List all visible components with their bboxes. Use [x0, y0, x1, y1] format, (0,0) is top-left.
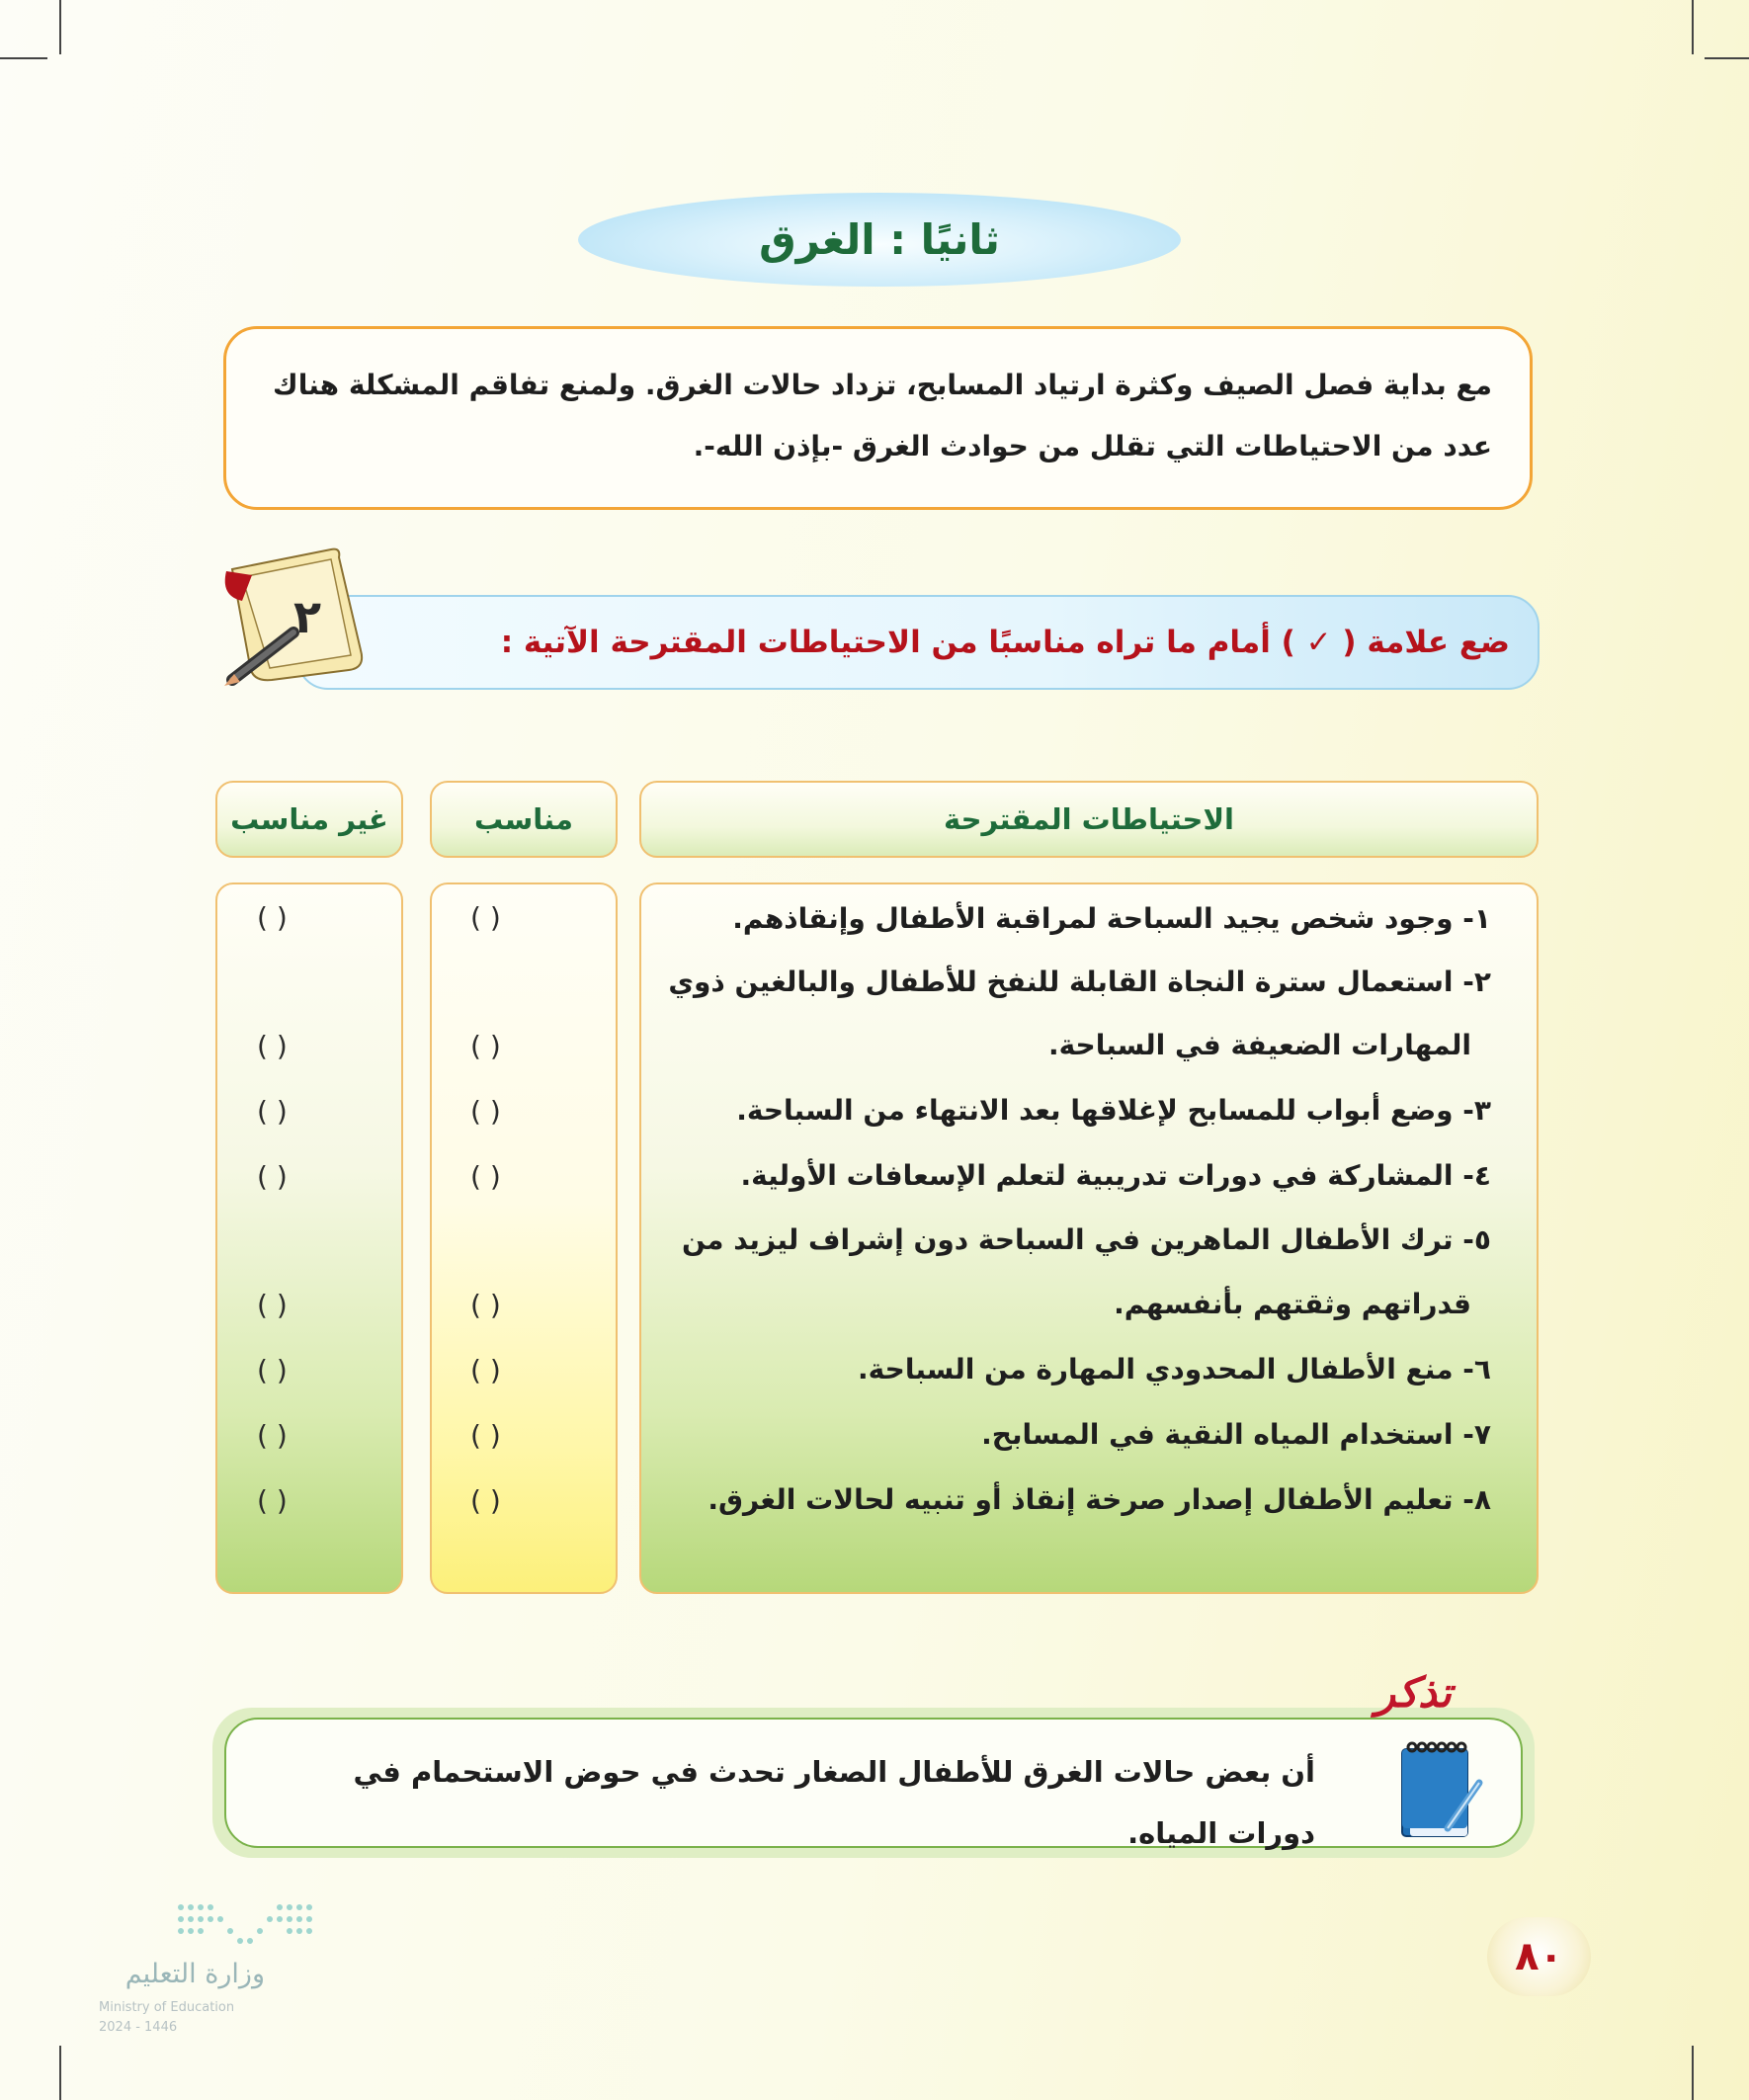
crop-mark: [1692, 0, 1694, 54]
measures-list: [639, 882, 1539, 1594]
activity-number: ٢: [293, 590, 322, 643]
reminder-line-2: دورات المياه.: [1127, 1816, 1315, 1850]
section-title-banner: [578, 193, 1181, 287]
row-3-suitable-slot[interactable]: ( ): [470, 1095, 501, 1128]
reminder-line-1: أن بعض حالات الغرق للأطفال الصغار تحدث في حوض الاستحمام في: [353, 1755, 1315, 1789]
instruction-text: ضع علامة ( ✓ ) أمام ما تراه مناسبًا من الاحتياطات المقترحة الآتية :: [500, 625, 1510, 660]
row-7-unsuitable-slot[interactable]: ( ): [257, 1419, 288, 1452]
edition-year: 2024 - 1446: [99, 2020, 178, 2035]
ministry-name-en: Ministry of Education: [99, 2000, 235, 2015]
crop-mark: [1705, 57, 1749, 59]
notebook-icon: [1388, 1735, 1487, 1844]
row-7-text: ٧- استخدام المياه النقية في المسابح.: [981, 1418, 1491, 1451]
ministry-dots-logo-icon: [171, 1897, 329, 1957]
header-measures: الاحتياطات المقترحة: [639, 781, 1539, 858]
reminder-box: [212, 1708, 1535, 1858]
row-1-text: ١- وجود شخص يجيد السباحة لمراقبة الأطفال وإنقاذهم.: [732, 902, 1491, 935]
suitable-column: [430, 882, 618, 1594]
row-6-unsuitable-slot[interactable]: ( ): [257, 1354, 288, 1386]
crop-mark: [0, 57, 47, 59]
row-3-unsuitable-slot[interactable]: ( ): [257, 1095, 288, 1128]
row-1-unsuitable-slot[interactable]: ( ): [257, 901, 288, 934]
row-8-unsuitable-slot[interactable]: ( ): [257, 1484, 288, 1517]
row-4-text: ٤- المشاركة في دورات تدريبية لتعلم الإسعافات الأولية.: [740, 1159, 1491, 1192]
section-title: ثانيًا : الغرق: [759, 215, 1000, 264]
row-8-suitable-slot[interactable]: ( ): [470, 1484, 501, 1517]
notepad-pencil-icon: [212, 542, 390, 690]
row-5-text-line1: ٥- ترك الأطفال الماهرين في السباحة دون إشراف ليزيد من: [681, 1223, 1491, 1256]
intro-line-2: عدد من الاحتياطات التي تقلل من حوادث الغرق -بإذن الله-.: [693, 430, 1492, 462]
row-1-suitable-slot[interactable]: ( ): [470, 901, 501, 934]
reminder-inner: [224, 1718, 1523, 1848]
instruction-bar: [296, 595, 1540, 690]
intro-line-1: مع بداية فصل الصيف وكثرة ارتياد المسابح، تزداد حالات الغرق. ولمنع تفاقم المشكلة هناك: [273, 369, 1492, 401]
header-suitable: مناسب: [430, 781, 618, 858]
crop-mark: [59, 0, 61, 54]
intro-box: [223, 326, 1533, 510]
row-2-suitable-slot[interactable]: ( ): [470, 1030, 501, 1062]
reminder-label: تذكر: [1375, 1668, 1452, 1717]
ministry-name-ar: وزارة التعليم: [125, 1959, 265, 1989]
row-8-text: ٨- تعليم الأطفال إصدار صرخة إنقاذ أو تنبيه لحالات الغرق.: [708, 1483, 1491, 1516]
row-5-suitable-slot[interactable]: ( ): [470, 1289, 501, 1321]
row-4-suitable-slot[interactable]: ( ): [470, 1160, 501, 1193]
row-7-suitable-slot[interactable]: ( ): [470, 1419, 501, 1452]
row-3-text: ٣- وضع أبواب للمسابح لإغلاقها بعد الانتهاء من السباحة.: [736, 1094, 1491, 1127]
header-unsuitable: غير مناسب: [215, 781, 403, 858]
row-5-text-line2: قدراتهم وثقتهم بأنفسهم.: [1114, 1288, 1471, 1320]
row-6-text: ٦- منع الأطفال المحدودي المهارة من السباحة.: [858, 1353, 1491, 1386]
row-4-unsuitable-slot[interactable]: ( ): [257, 1160, 288, 1193]
row-6-suitable-slot[interactable]: ( ): [470, 1354, 501, 1386]
row-2-text-line1: ٢- استعمال سترة النجاة القابلة للنفخ للأطفال والبالغين ذوي: [668, 966, 1491, 998]
page-number: ٨٠: [1487, 1917, 1591, 1996]
crop-mark: [1692, 2046, 1694, 2100]
reminder-text: [268, 1741, 1315, 1864]
row-2-unsuitable-slot[interactable]: ( ): [257, 1030, 288, 1062]
ministry-logo: [97, 1897, 334, 2046]
row-5-unsuitable-slot[interactable]: ( ): [257, 1289, 288, 1321]
crop-mark: [59, 2046, 61, 2100]
unsuitable-column: [215, 882, 403, 1594]
row-2-text-line2: المهارات الضعيفة في السباحة.: [1047, 1029, 1471, 1061]
